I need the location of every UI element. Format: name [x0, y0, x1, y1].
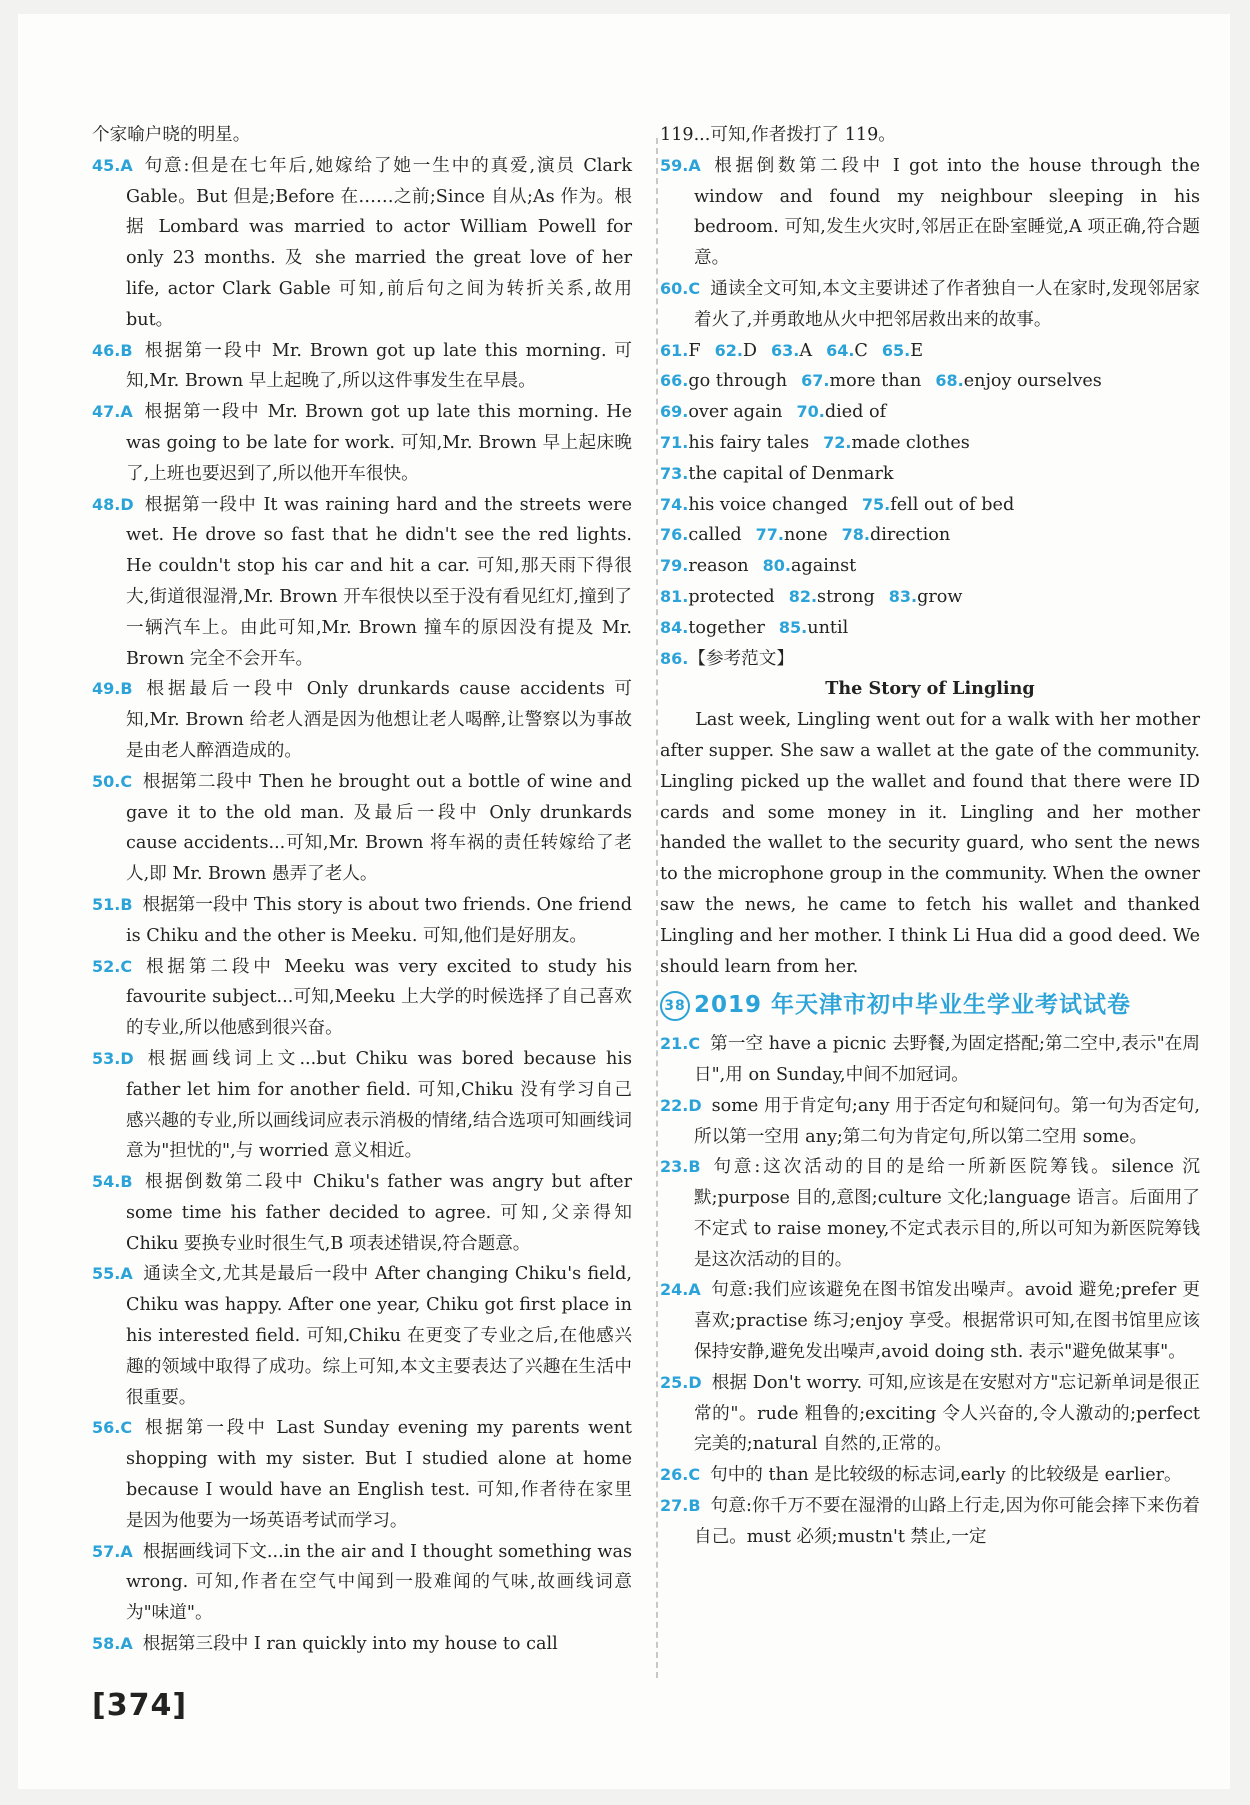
answer-text: protected: [688, 586, 775, 607]
explanation-text: 根据第一段中 Mr. Brown got up late this morning. 可知,Mr. Brown 早上起晚了,所以这件事发生在早晨。: [126, 340, 632, 392]
answer-row: [660, 366, 1200, 397]
answer-item: [92, 1537, 632, 1629]
answer-letter: B: [688, 1496, 701, 1516]
answer-text: C: [854, 340, 868, 361]
explanation-text: 根据倒数第二段中 Chiku's father was angry but after some time his father decided to agree. 可知,父亲得知 Chiku 要换专业时很生气,B 项表述错误,符合题意。: [126, 1172, 632, 1254]
answer-item: [660, 151, 1200, 274]
answer-text: over again: [688, 402, 783, 423]
answer-item: [92, 336, 632, 398]
question-number: 58.: [92, 1634, 121, 1654]
answer-item: [660, 1368, 1200, 1460]
answer-item: [92, 120, 632, 151]
explanation-text: 根据画线词下文...in the air and I thought something was wrong. 可知,作者在空气中闻到一股难闻的气味,故画线词意为"味道"。: [126, 1541, 632, 1624]
answer-letter: C: [120, 956, 133, 976]
question-number: 67.: [801, 371, 830, 391]
answer-row: [660, 582, 1200, 613]
answer-item: [92, 767, 632, 890]
answer-row: [660, 490, 1200, 521]
question-number: 79.: [660, 556, 689, 576]
question-number: 76.: [660, 525, 689, 545]
section-title: 2019 年天津市初中毕业生学业考试试卷: [694, 992, 1132, 1019]
answer-row: [660, 336, 1200, 367]
explanation-text: 句中的 than 是比较级的标志词,early 的比较级是 earlier。: [710, 1465, 1182, 1486]
answer-text: F: [688, 340, 701, 361]
answer-item: [660, 1152, 1200, 1275]
question-number: 72.: [823, 432, 852, 452]
page-number: [374]: [92, 1688, 188, 1723]
answer-letter: A: [120, 155, 133, 175]
answer-text: reason: [688, 556, 749, 577]
question-number: 84.: [660, 617, 689, 637]
answer-text: the capital of Denmark: [688, 463, 894, 484]
question-number: 62.: [714, 340, 743, 360]
answer-item: [660, 274, 1200, 336]
answer-row: [660, 428, 1200, 459]
answer-text: against: [790, 556, 857, 577]
question-number: 65.: [881, 340, 911, 360]
answer-text: strong: [817, 586, 875, 607]
explanation-text: 通读全文可知,本文主要讲述了作者独自一人在家时,发现邻居家着火了,并勇敢地从火中把邻居救出来的故事。: [694, 278, 1200, 330]
answer-item: [660, 1491, 1200, 1553]
explanation-text: 根据倒数第二段中 I got into the house through the window and found my neighbour sleeping in his bedroom. 可知,发生火灾时,邻居正在卧室睡觉,A 项正确,符合题意。: [694, 155, 1200, 269]
explanation-text: some 用于肯定句;any 用于否定句和疑问句。第一句为否定句,所以第一空用 any;第二句为肯定句,所以第二空用 some。: [694, 1095, 1200, 1147]
question-number: 55.: [92, 1264, 121, 1284]
explanation-text: 根据画线词上文...but Chiku was bored because his father let him for another field. 可知,Chiku 没有学习自己感兴趣的专业,所以画线词应表示消极的情绪,结合选项可知画线词意为"担忧的",与 worried 意义相近。: [126, 1048, 632, 1162]
question-number: 48.: [92, 494, 121, 514]
answer-text: fell out of bed: [890, 494, 1015, 515]
answer-letter: C: [120, 1418, 133, 1438]
question-number: 25.: [660, 1372, 689, 1392]
answer-letter: B: [120, 1172, 133, 1192]
answer-item: [660, 1091, 1200, 1153]
answer-row: [660, 551, 1200, 582]
answer-text: his voice changed: [688, 494, 848, 515]
answer-text: his fairy tales: [688, 432, 810, 453]
answer-letter: A: [120, 402, 133, 422]
question-number: 82.: [788, 586, 818, 606]
explanation-text: 根据最后一段中 Only drunkards cause accidents 可知,Mr. Brown 给老人酒是因为他想让老人喝醉,让警察以为事故是由老人醉酒造成的。: [126, 679, 632, 761]
explanation-text: 根据第二段中 Meeku was very excited to study his favourite subject...可知,Meeku 上大学的时候选择了自己喜欢的专业,所以他感到很兴奋。: [126, 956, 632, 1039]
answer-text: more than: [829, 371, 922, 392]
right-column: [660, 120, 1200, 1553]
answer-text: grow: [917, 586, 963, 607]
answer-text: together: [688, 617, 765, 638]
answer-item: [92, 1629, 632, 1660]
answer-row: [660, 397, 1200, 428]
explanation-text: 根据第三段中 I ran quickly into my house to call: [142, 1634, 558, 1655]
question-number: 24.: [660, 1280, 689, 1300]
question-number: 21.: [660, 1034, 689, 1054]
question-number: 75.: [861, 494, 891, 514]
question-number: 26.: [660, 1465, 689, 1485]
answer-row: [660, 520, 1200, 551]
question-number: 51.: [92, 894, 121, 914]
explanation-text: 根据第一段中 Mr. Brown got up late this morning. He was going to be late for work. 可知,Mr. Brown 早上起床晚了,上班也要迟到了,所以他开车很快。: [126, 402, 632, 484]
answer-letter: B: [688, 1157, 701, 1177]
answer-text: died of: [824, 402, 887, 423]
answer-item: [92, 1167, 632, 1259]
question-number: 52.: [92, 956, 121, 976]
answer-item: [92, 397, 632, 489]
explanation-text: 句意:我们应该避免在图书馆发出噪声。avoid 避免;prefer 更喜欢;practise 练习;enjoy 享受。根据常识可知,在图书馆里应该保持安静,避免发出噪声,avoid doing sth. 表示"避免做某事"。: [694, 1280, 1200, 1363]
answer-text: 【参考范文】: [688, 648, 794, 669]
question-number: 80.: [762, 556, 791, 576]
answer-text: D: [742, 340, 758, 361]
answer-letter: B: [120, 894, 133, 914]
answer-letter: C: [688, 1034, 701, 1054]
explanation-text: 句意:这次活动的目的是给一所新医院筹钱。silence 沉默;purpose 目的,意图;culture 文化;language 语言。后面用了不定式 to raise money,不定式表示目的,所以可知为新医院筹钱是这次活动的目的。: [694, 1157, 1200, 1270]
question-number: 64.: [826, 340, 855, 360]
question-number: 23.: [660, 1157, 689, 1177]
question-number: 73.: [660, 463, 689, 483]
answer-row: [660, 613, 1200, 644]
explanation-text: 根据第二段中 Then he brought out a bottle of wine and gave it to the old man. 及最后一段中 Only drunkards cause accidents...可知,Mr. Brown 将车祸的责任转嫁给了老人,即 Mr. Brown 愚弄了老人。: [126, 771, 632, 885]
answer-letter: C: [688, 278, 701, 298]
explanation-text: 119...可知,作者拨打了 119。: [660, 125, 896, 145]
essay-body: Last week, Lingling went out for a walk with her mother after supper. She saw a wallet at the gate of the community. Lingling picked up the wallet and found that there were ID cards and some money in it. Lingling and her mother handed the wallet to the security guard, who sent the news to the microphone group in the community. When the owner saw the news, he came to fetch his wallet and thanked Lingling and her mother. I think Li Hua did a good deed. We should learn from her.: [660, 710, 1200, 977]
explanation-text: 句意:但是在七年后,她嫁给了她一生中的真爱,演员 Clark Gable。But 但是;Before 在……之前;Since 自从;As 作为。根据 Lombard was married to actor William Powell for only 23 months. 及 she married the great love of her life, actor Clark Gable 可知,前后句之间为转折关系,故用 but。: [126, 155, 632, 330]
question-number: 50.: [92, 771, 121, 791]
answer-letter: D: [120, 494, 134, 514]
explanation-text: 根据第一段中 It was raining hard and the streets were wet. He drove so fast that he didn't see the red lights. He couldn't stop his car and hit a car. 可知,那天雨下得很大,街道很湿滑,Mr. Brown 开车很快以至于没有看见红灯,撞到了一辆汽车上。由此可知,Mr. Brown 撞车的原因没有提及 Mr. Brown 完全不会开车。: [126, 494, 632, 669]
answer-text: go through: [688, 371, 788, 392]
answer-item: [660, 1029, 1200, 1091]
essay-title: The Story of Lingling: [825, 678, 1035, 700]
question-number: 54.: [92, 1172, 121, 1192]
answer-item: [660, 1460, 1200, 1491]
answer-text: A: [799, 340, 813, 361]
answer-item: [660, 1275, 1200, 1367]
answer-letter: C: [688, 1465, 701, 1485]
explanation-text: 根据第一段中 Last Sunday evening my parents went shopping with my sister. But I studied alone at home because I would have an English test. 可知,作者待在家里是因为他要为一场英语考试而学习。: [126, 1418, 632, 1531]
question-number: 49.: [92, 679, 121, 699]
section-number-badge: 38: [660, 991, 690, 1021]
question-number: 68.: [935, 371, 964, 391]
question-number: 22.: [660, 1095, 689, 1115]
explanation-text: 根据第一段中 This story is about two friends. One friend is Chiku and the other is Meeku. 可知,他们是好朋友。: [126, 894, 632, 946]
answer-item: [92, 1259, 632, 1413]
answer-letter: A: [688, 1280, 701, 1300]
question-number: 81.: [660, 586, 689, 606]
explanation-text: 根据 Don't worry. 可知,应该是在安慰对方"忘记新单词是很正常的"。rude 粗鲁的;exciting 令人兴奋的,令人激动的;perfect 完美的;natural 自然的,正常的。: [694, 1372, 1200, 1455]
answer-letter: A: [688, 155, 701, 175]
question-number: 27.: [660, 1496, 689, 1516]
answer-row: [660, 644, 1200, 675]
answer-item: [92, 674, 632, 766]
explanation-text: 句意:你千万不要在湿滑的山路上行走,因为你可能会摔下来伤着自己。must 必须;mustn't 禁止,一定: [694, 1496, 1200, 1547]
answer-text: direction: [869, 525, 951, 546]
answer-letter: D: [120, 1048, 134, 1068]
question-number: 45.: [92, 155, 121, 175]
left-column: [92, 120, 632, 1660]
answer-text: until: [807, 617, 849, 638]
question-number: 85.: [778, 617, 808, 637]
answer-text: enjoy ourselves: [963, 371, 1102, 392]
answer-letter: A: [120, 1264, 133, 1284]
question-number: 47.: [92, 402, 121, 422]
answer-letter: D: [688, 1372, 702, 1392]
explanation-text: 个家喻户晓的明星。: [92, 125, 251, 145]
question-number: 86.: [660, 648, 689, 668]
answer-item: [92, 1044, 632, 1167]
answer-letter: C: [120, 771, 133, 791]
section-heading: [660, 990, 1200, 1021]
question-number: 46.: [92, 340, 121, 360]
answer-letter: A: [120, 1541, 133, 1561]
answer-text: called: [688, 525, 742, 546]
question-number: 78.: [841, 525, 870, 545]
question-number: 53.: [92, 1048, 121, 1068]
explanation-text: 第一空 have a picnic 去野餐,为固定搭配;第二空中,表示"在周日",用 on Sunday,中间不加冠词。: [694, 1034, 1200, 1085]
answer-letter: B: [120, 679, 133, 699]
question-number: 56.: [92, 1418, 121, 1438]
answer-letter: A: [120, 1634, 133, 1654]
answer-letter: D: [688, 1095, 702, 1115]
question-number: 83.: [888, 586, 918, 606]
answer-item: [92, 490, 632, 675]
question-number: 59.: [660, 155, 689, 175]
question-number: 74.: [660, 494, 689, 514]
question-number: 66.: [660, 371, 689, 391]
question-number: 71.: [660, 432, 689, 452]
question-number: 69.: [660, 402, 689, 422]
explanation-text: 通读全文,尤其是最后一段中 After changing Chiku's field, Chiku was happy. After one year, Chiku got first place in his interested field. 可知,Chiku 在更变了专业之后,在他感兴趣的领域中取得了成功。综上可知,本文主要表达了兴趣在生活中很重要。: [126, 1264, 632, 1408]
answer-item: [660, 120, 1200, 151]
question-number: 61.: [660, 340, 689, 360]
answer-item: [92, 890, 632, 952]
answer-text: none: [783, 525, 828, 546]
answer-text: made clothes: [851, 432, 970, 453]
answer-item: [92, 952, 632, 1044]
question-number: 60.: [660, 278, 689, 298]
question-number: 77.: [755, 525, 784, 545]
question-number: 63.: [771, 340, 800, 360]
answer-row: [660, 459, 1200, 490]
answer-item: [92, 151, 632, 336]
answer-item: [92, 1413, 632, 1536]
answer-text: E: [910, 340, 924, 361]
answer-letter: B: [120, 340, 133, 360]
question-number: 70.: [796, 402, 825, 422]
column-divider: [656, 138, 658, 1678]
question-number: 57.: [92, 1541, 121, 1561]
